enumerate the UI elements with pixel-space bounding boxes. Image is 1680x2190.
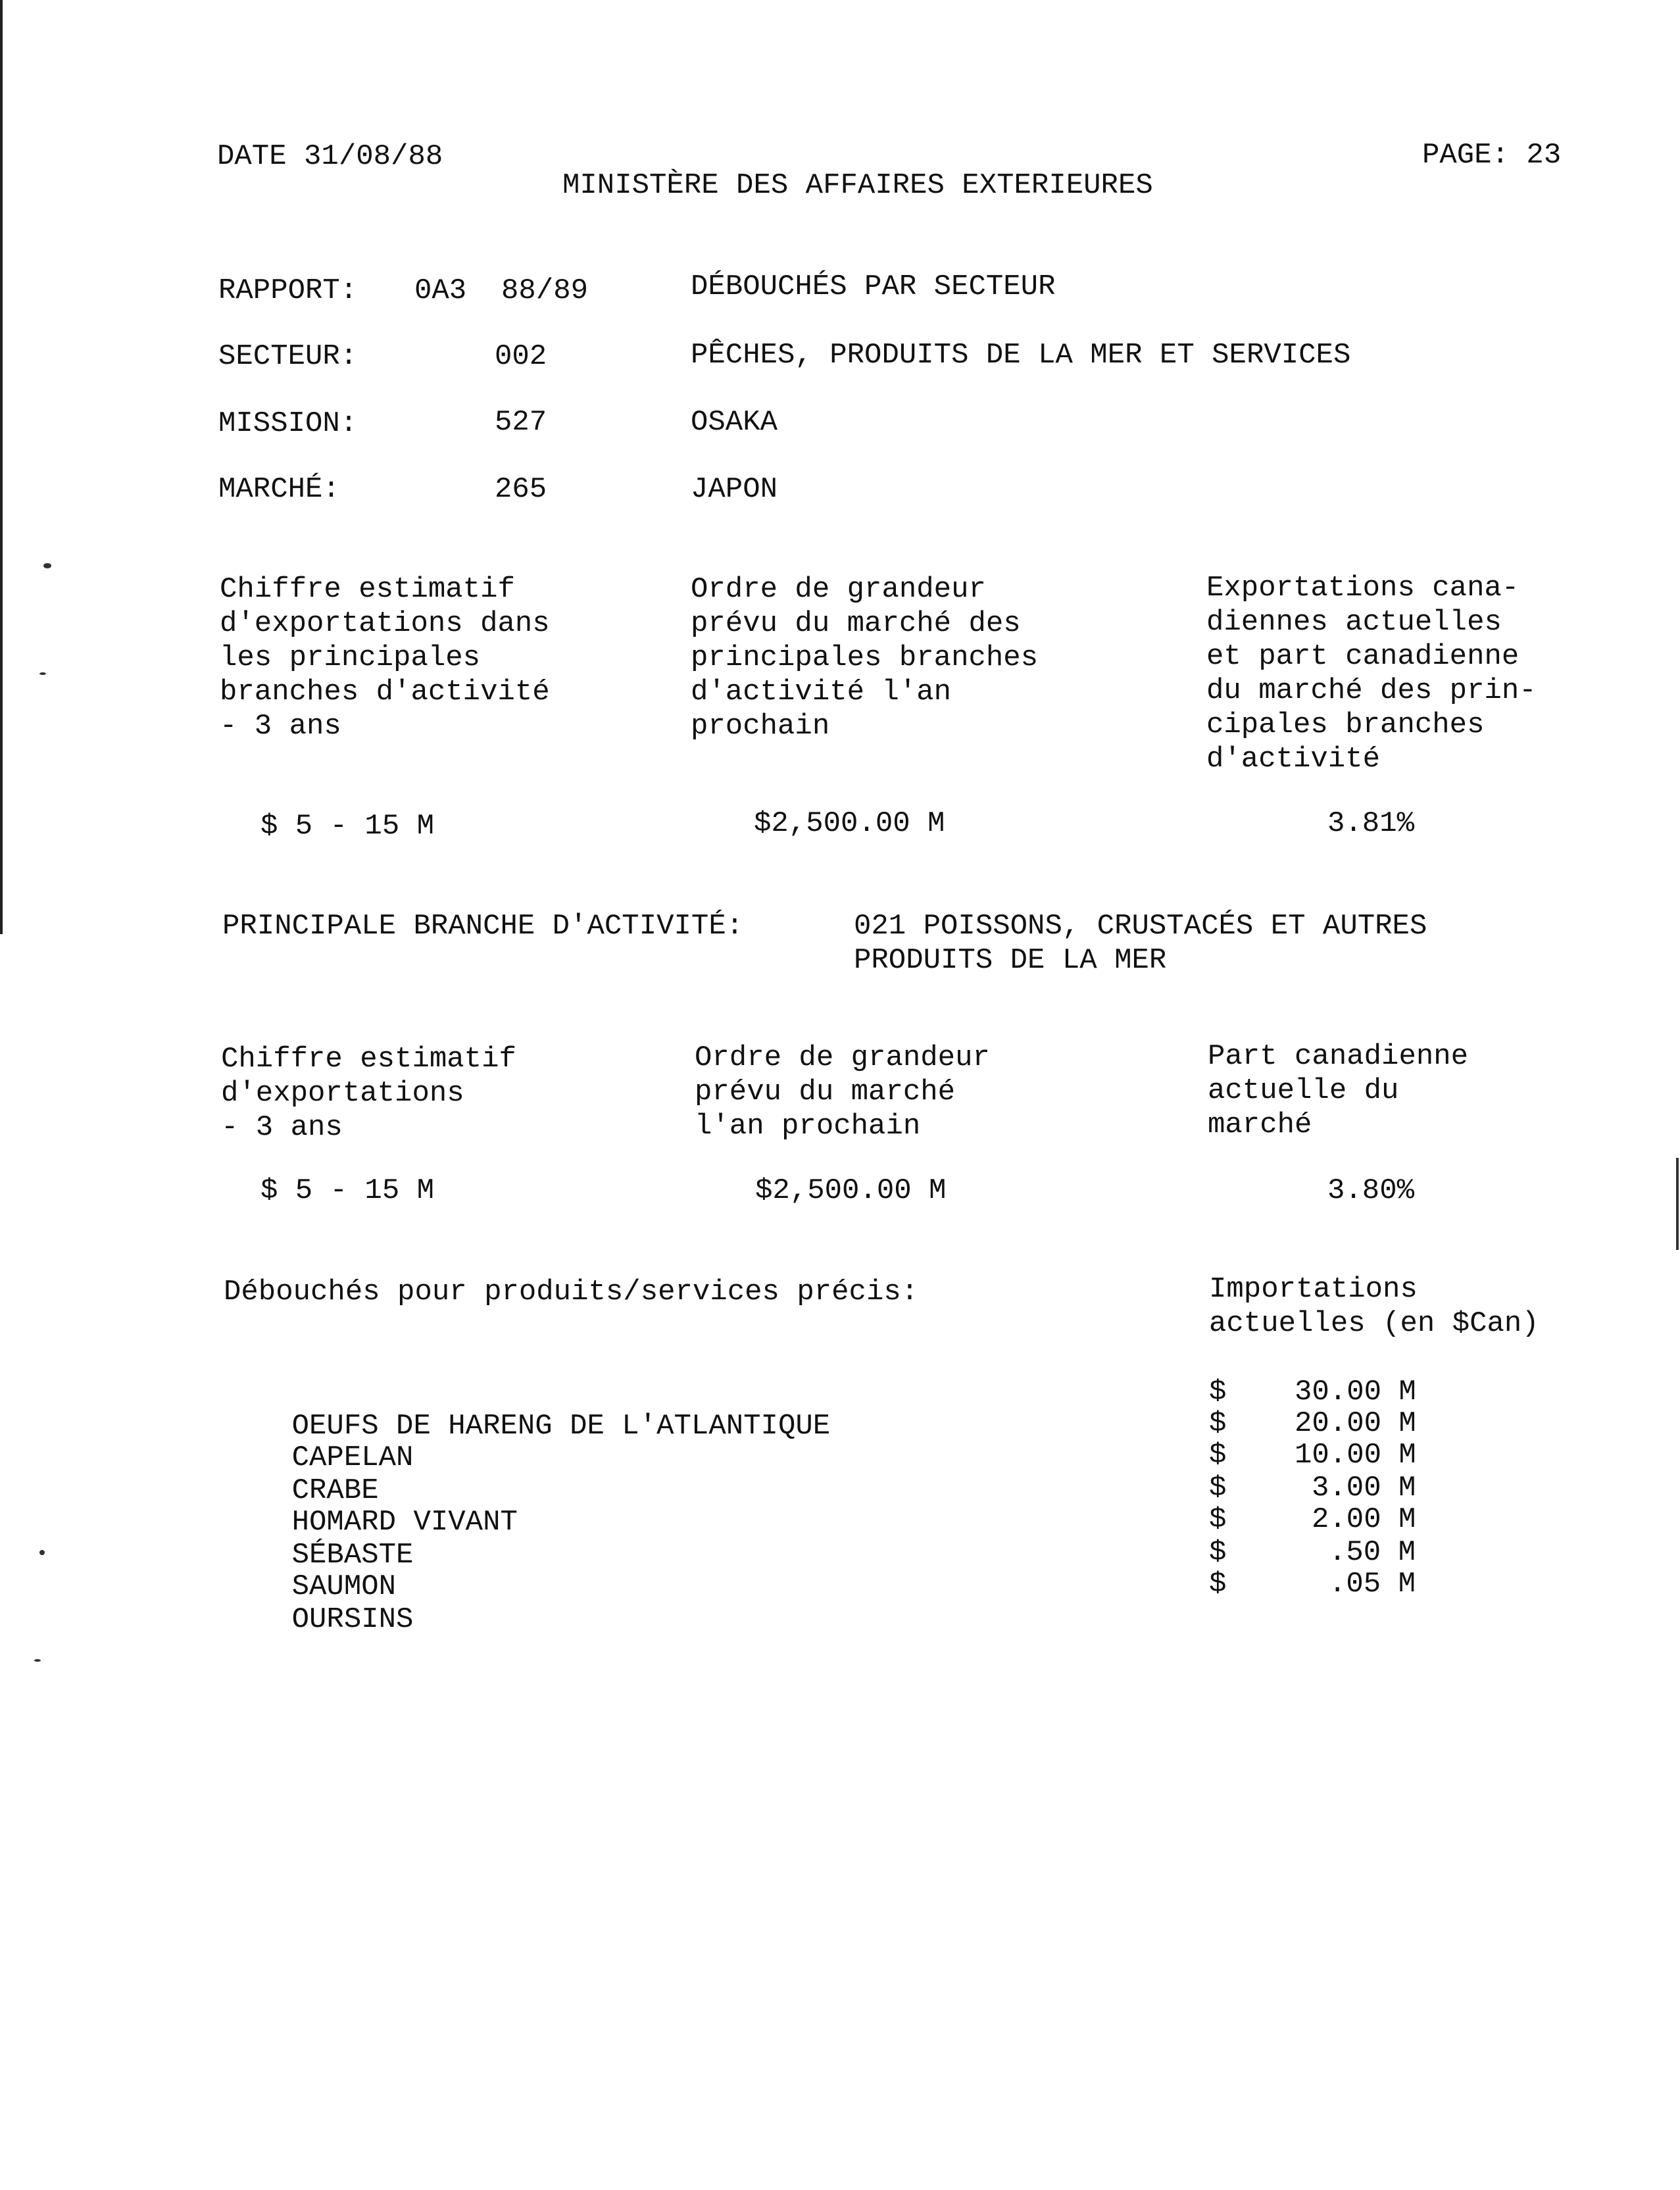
item-currency: $ <box>1209 1407 1227 1440</box>
item-name: OURSINS <box>291 1603 414 1636</box>
mission-label: MISSION: <box>218 407 358 440</box>
branch-market-size-heading: Ordre de grandeur prévu du marché l'an prochain <box>695 1041 990 1143</box>
item-name: CRABE <box>291 1474 379 1507</box>
item-name: HOMARD VIVANT <box>291 1506 518 1539</box>
scan-edge-line <box>0 0 3 934</box>
item-currency: $ <box>1209 1376 1227 1408</box>
item-currency: $ <box>1209 1439 1227 1472</box>
item-amount: 3.00 M <box>1312 1472 1416 1505</box>
item-name: SAUMON <box>291 1570 397 1603</box>
page-number: PAGE: 23 <box>1422 139 1562 172</box>
item-amount: 20.00 M <box>1295 1407 1416 1440</box>
scan-speck <box>39 1550 45 1555</box>
imports-heading: Importations actuelles (en $Can) <box>1209 1273 1539 1340</box>
opportunities-list <box>222 1375 1604 1636</box>
sector-canadian-share-value: 3.81% <box>1327 807 1415 840</box>
branch-canadian-share-heading: Part canadienne actuelle du marché <box>1208 1040 1469 1141</box>
mission-code: 527 <box>495 406 547 439</box>
scan-speck <box>34 1659 41 1662</box>
principal-branch-value: 021 POISSONS, CRUSTACÉS ET AUTRES PRODUITS DE LA MER <box>854 910 1427 977</box>
sector-estimate-heading: Chiffre estimatif d'exportations dans les principales branches d'activité - 3 ans <box>220 573 550 743</box>
scan-speck <box>39 672 46 675</box>
branch-canadian-share-value: 3.80% <box>1327 1174 1415 1207</box>
item-amount: .05 M <box>1329 1568 1416 1601</box>
item-name: SÉBASTE <box>291 1539 414 1572</box>
rapport-value: DÉBOUCHÉS PAR SECTEUR <box>691 270 1056 303</box>
item-amount: 10.00 M <box>1295 1439 1416 1472</box>
sector-estimate-value: $ 5 - 15 M <box>260 810 435 843</box>
branch-market-size-value: $2,500.00 M <box>755 1174 947 1207</box>
sector-market-size-heading: Ordre de grandeur prévu du marché des principales branches d'activité l'an prochain <box>691 573 1039 743</box>
marche-code: 265 <box>495 473 547 506</box>
report-date: DATE 31/08/88 <box>217 140 443 173</box>
secteur-value: PÊCHES, PRODUITS DE LA MER ET SERVICES <box>691 339 1351 372</box>
sector-canadian-share-heading: Exportations cana- diennes actuelles et part canadienne du marché des prin- cipales branches d'activité <box>1206 572 1537 776</box>
principal-branch-label: PRINCIPALE BRANCHE D'ACTIVITÉ: <box>222 910 744 943</box>
item-amount: .50 M <box>1329 1536 1416 1569</box>
marche-value: JAPON <box>691 473 778 506</box>
item-amount: 30.00 M <box>1295 1376 1416 1408</box>
item-currency: $ <box>1209 1536 1227 1569</box>
item-name: CAPELAN <box>291 1441 414 1474</box>
item-currency: $ <box>1209 1503 1227 1536</box>
item-name: OEUFS DE HARENG DE L'ATLANTIQUE <box>291 1410 831 1443</box>
list-item <box>222 1568 413 1671</box>
scan-speck <box>1676 1158 1679 1250</box>
item-currency: $ <box>1209 1472 1227 1505</box>
rapport-label: RAPPORT: <box>218 274 358 307</box>
item-currency: $ <box>1209 1568 1227 1601</box>
opportunities-heading: Débouchés pour produits/services précis: <box>224 1276 919 1308</box>
ministry-title: MINISTÈRE DES AFFAIRES EXTERIEURES <box>562 169 1153 202</box>
mission-value: OSAKA <box>691 406 778 439</box>
rapport-code: 0A3 88/89 <box>414 274 589 307</box>
scan-speck <box>43 563 51 568</box>
branch-estimate-value: $ 5 - 15 M <box>260 1174 435 1207</box>
sector-market-size-value: $2,500.00 M <box>754 807 945 840</box>
branch-estimate-heading: Chiffre estimatif d'exportations - 3 ans <box>221 1043 516 1144</box>
secteur-label: SECTEUR: <box>218 340 358 373</box>
marche-label: MARCHÉ: <box>218 473 340 506</box>
secteur-code: 002 <box>495 340 547 373</box>
item-amount: 2.00 M <box>1312 1503 1416 1536</box>
